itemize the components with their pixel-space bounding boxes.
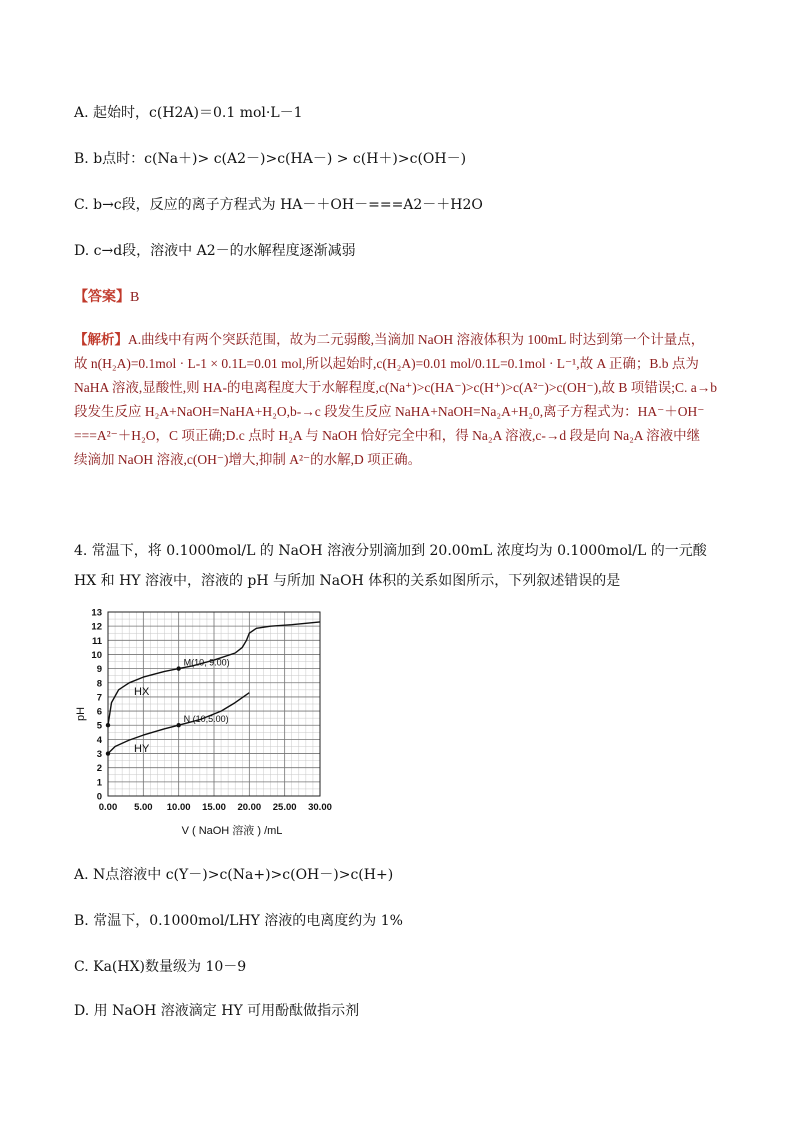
answer-value: B <box>130 290 140 305</box>
start-point-hx <box>106 723 110 727</box>
q4-stem-line-2: HX 和 HY 溶液中，溶液的 pH 与所加 NaOH 体积的关系如图所示，下列叙述错误的是 <box>74 573 621 589</box>
x-tick-label: 20.00 <box>237 802 262 813</box>
option-c-prev: C. b→c段，反应的离子方程式为 HA－＋OH－===A2－＋H2O <box>74 197 483 213</box>
analysis-line-3: NaHA 溶液,显酸性,则 HA-的电离程度大于水解程度,c(Na⁺)>c(HA⁻)>c(H⁺)>c(A²⁻)>c(OH⁻),故 B 项错误;C. a→b <box>74 380 718 395</box>
analysis-line-5: ===A²⁻＋H₂O，C 项正确;D.c 点时 H₂A 与 NaOH 恰好完全中和，得 Na₂A 溶液,c-→d 段是向 Na₂A 溶液中继 <box>74 428 701 443</box>
analysis-text-1: A.曲线中有两个突跃范围，故为二元弱酸,当滴加 NaOH 溶液体积为 100mL 时达到第一个计量点， <box>128 332 705 347</box>
y-tick-label: 6 <box>96 706 102 718</box>
x-tick-label: 5.00 <box>134 802 153 813</box>
q4-option-a: A. N点溶液中 c(Y－)>c(Na+)>c(OH－)>c(H+) <box>74 867 394 883</box>
y-tick-label: 8 <box>96 678 102 690</box>
x-tick-label: 15.00 <box>202 802 226 813</box>
analysis-line-6: 续滴加 NaOH 溶液,c(OH⁻)增大,抑制 A²⁻的水解,D 项正确。 <box>74 452 422 467</box>
start-point-hy <box>106 751 110 755</box>
y-tick-label: 1 <box>96 777 102 789</box>
analysis-tag: 【解析】 <box>74 332 128 347</box>
q4-option-d: D. 用 NaOH 溶液滴定 HY 可用酚酞做指示剂 <box>74 1003 360 1019</box>
analysis-line-2: 故 n(H₂A)=0.1mol · L-1 × 0.1L=0.01 mol,所以起始时,c(H₂A)=0.01 mol/0.1L=0.1mol · L⁻¹,故 A 正确；B.b 点为 <box>74 356 699 371</box>
titration-chart <box>70 606 350 842</box>
option-d-prev: D. c→d段，溶液中 A2－的水解程度逐渐减弱 <box>74 243 356 259</box>
y-tick-label: 11 <box>91 635 102 647</box>
annotation-point <box>176 666 180 670</box>
y-tick-label: 4 <box>96 734 102 746</box>
y-tick-label: 12 <box>91 621 102 633</box>
q4-stem-line-1: 4. 常温下，将 0.1000mol/L 的 NaOH 溶液分别滴加到 20.00mL 浓度均为 0.1000mol/L 的一元酸 <box>74 543 707 559</box>
series-label-hy: HY <box>134 743 150 755</box>
y-tick-label: 10 <box>91 649 102 661</box>
annotation-point <box>176 723 180 727</box>
q4-option-c: C. Ka(HX)数量级为 10－9 <box>74 959 247 975</box>
answer-tag: 【答案】 <box>74 290 130 305</box>
annotation-label: N (10,5.00) <box>183 714 229 725</box>
y-tick-label: 3 <box>96 749 102 761</box>
x-tick-label: 25.00 <box>272 802 297 813</box>
chart-grid <box>108 612 320 796</box>
option-a-prev: A. 起始时，c(H2A)＝0.1 mol·L－1 <box>74 105 303 121</box>
y-axis-label: pH <box>75 706 87 722</box>
y-tick-label: 2 <box>96 763 102 775</box>
y-tick-label: 5 <box>96 720 102 732</box>
y-tick-label: 0 <box>96 791 102 803</box>
q4-option-b: B. 常温下，0.1000mol/LHY 溶液的电离度约为 1% <box>74 913 403 929</box>
x-tick-label: 30.00 <box>308 802 332 813</box>
annotation-label: M(10, 9.00) <box>183 657 230 668</box>
answer-line <box>74 286 139 306</box>
y-tick-label: 9 <box>96 664 102 676</box>
analysis-line-4: 段发生反应 H₂A+NaOH=NaHA+H₂O,b-→c 段发生反应 NaHA+NaOH=Na₂A+H₂0,离子方程式为：HA⁻＋OH⁻ <box>74 404 705 419</box>
analysis-line-1 <box>74 328 734 352</box>
x-tick-label: 0.00 <box>98 802 118 813</box>
y-tick-label: 7 <box>96 692 102 704</box>
series-label-hx: HX <box>134 686 150 698</box>
option-b-prev: B. b点时：c(Na＋)> c(A2－)>c(HA－) > c(H＋)>c(OH－) <box>74 151 467 167</box>
y-tick-label: 13 <box>91 607 102 619</box>
analysis-block <box>74 328 734 472</box>
x-axis-label: V ( NaOH 溶液 ) /mL <box>181 825 283 837</box>
x-tick-label: 10.00 <box>166 802 191 813</box>
